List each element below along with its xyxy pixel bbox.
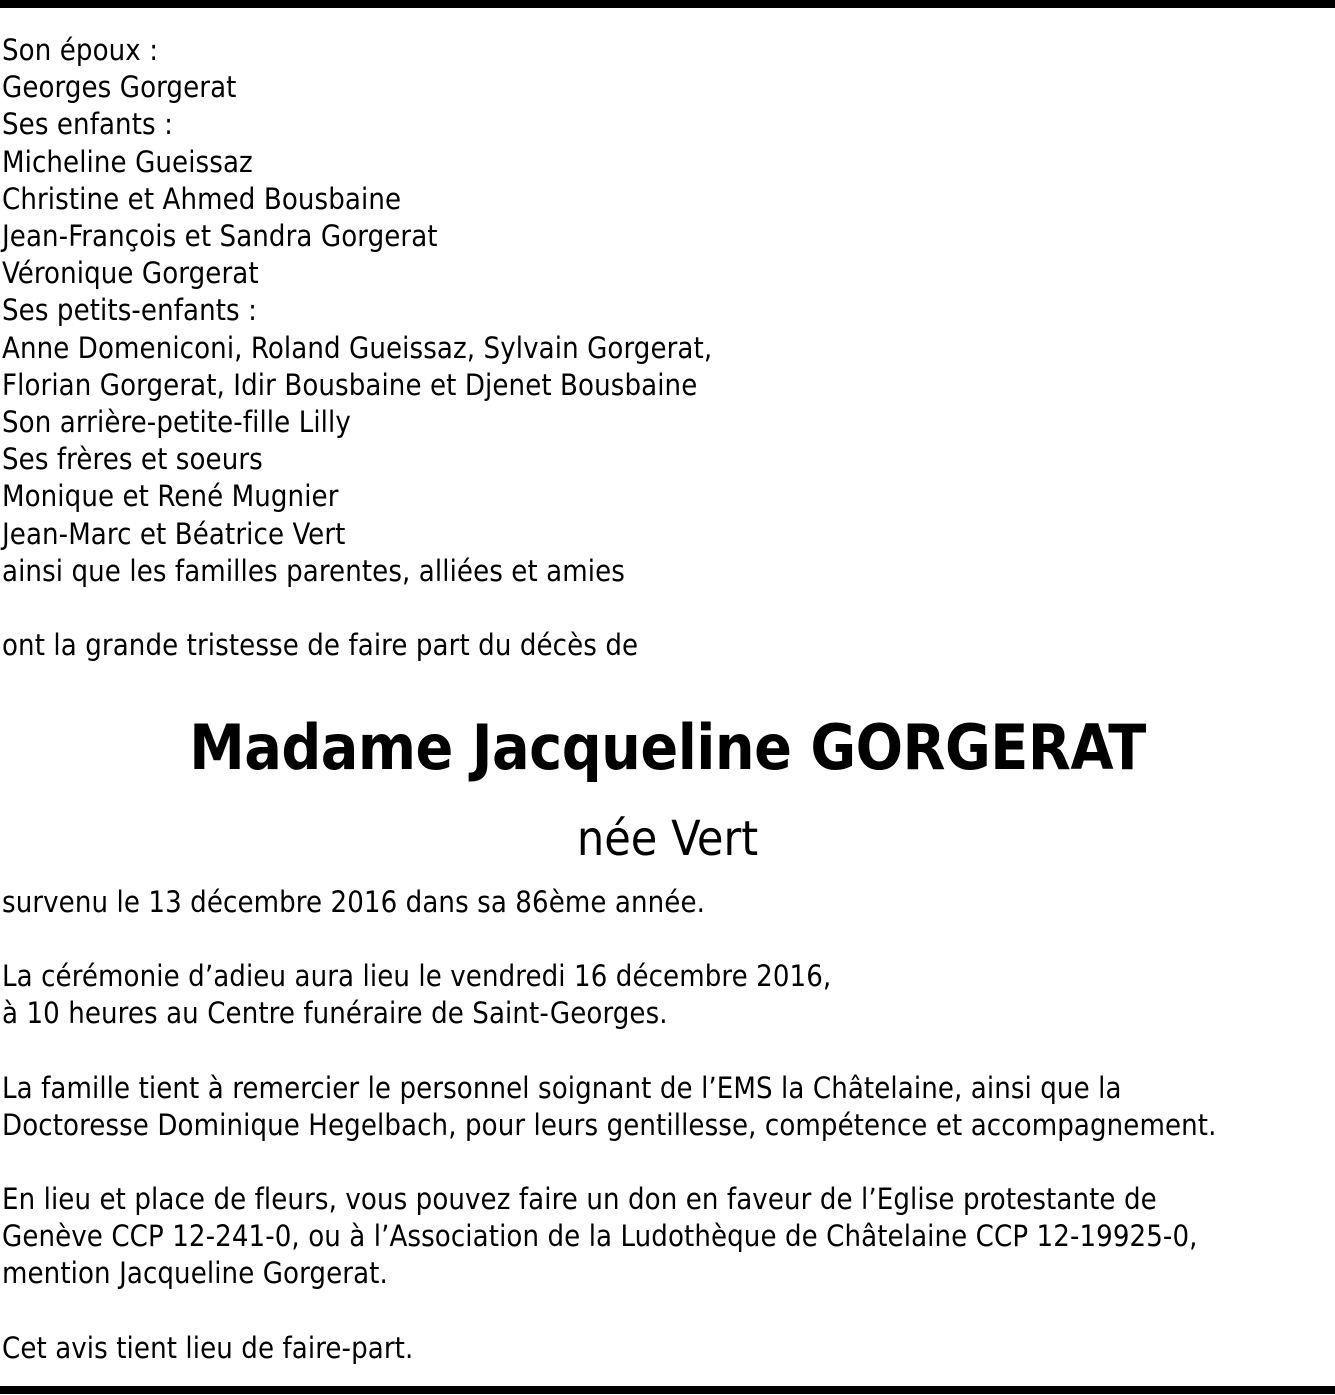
donation-line: mention Jacqueline Gorgerat. [2, 1256, 388, 1291]
death-notice [2, 884, 1332, 921]
intro-text: ont la grande tristesse de faire part du décès de [2, 628, 639, 662]
family-line-child: Jean-François et Sandra Gorgerat [2, 219, 438, 254]
family-line-grandchildren: Anne Domeniconi, Roland Gueissaz, Sylvain Gorgerat, [2, 330, 713, 365]
donation-line: En lieu et place de fleurs, vous pouvez faire un don en faveur de l’Eglise protestante de [2, 1182, 1157, 1216]
family-line-grandchildren: Florian Gorgerat, Idir Bousbaine et Djenet Bousbaine [2, 367, 698, 402]
bottom-border-rule [0, 1386, 1335, 1394]
family-line-great-grandchild: Son arrière-petite-fille Lilly [2, 405, 351, 440]
family-line-siblings-heading: Ses frères et soeurs [2, 442, 263, 477]
deceased-name: Madame Jacqueline GORGERAT [189, 711, 1146, 784]
announcement-intro [2, 627, 1332, 664]
family-line-child: Christine et Ahmed Bousbaine [2, 181, 402, 216]
family-line-spouse-heading: Son époux : [2, 33, 159, 67]
closing-paragraph [2, 1330, 1332, 1367]
deceased-maiden-name: née Vert [576, 811, 759, 867]
family-line-sibling: Jean-Marc et Béatrice Vert [2, 516, 346, 551]
family-line-children-heading: Ses enfants : [2, 107, 173, 142]
thanks-line: Doctoresse Dominique Hegelbach, pour leurs gentillesse, compétence et accompagnement. [2, 1108, 1217, 1143]
ceremony-line: La cérémonie d’adieu aura lieu le vendredi 16 décembre 2016, [2, 959, 832, 993]
family-line-child: Micheline Gueissaz [2, 144, 253, 179]
thanks-paragraph [2, 1070, 1332, 1144]
death-notice-text: survenu le 13 décembre 2016 dans sa 86ème année. [2, 885, 705, 919]
thanks-line: La famille tient à remercier le personnel soignant de l’EMS la Châtelaine, ainsi que la [2, 1071, 1122, 1105]
closing-text: Cet avis tient lieu de faire-part. [2, 1331, 414, 1365]
family-line-extended: ainsi que les familles parentes, alliées et amies [2, 553, 625, 588]
ceremony-line: à 10 heures au Centre funéraire de Saint-Georges. [2, 996, 668, 1031]
family-line-child: Véronique Gorgerat [2, 256, 259, 291]
family-list [2, 32, 1332, 590]
top-border-rule [0, 0, 1335, 8]
donation-paragraph [2, 1181, 1332, 1293]
family-line-sibling: Monique et René Mugnier [2, 479, 339, 514]
family-line-spouse: Georges Gorgerat [2, 70, 237, 105]
donation-line: Genève CCP 12-241-0, ou à l’Association de la Ludothèque de Châtelaine CCP 12-19925-0, [2, 1219, 1198, 1254]
ceremony-paragraph [2, 958, 1332, 1032]
family-line-grandchildren-heading: Ses petits-enfants : [2, 293, 258, 328]
